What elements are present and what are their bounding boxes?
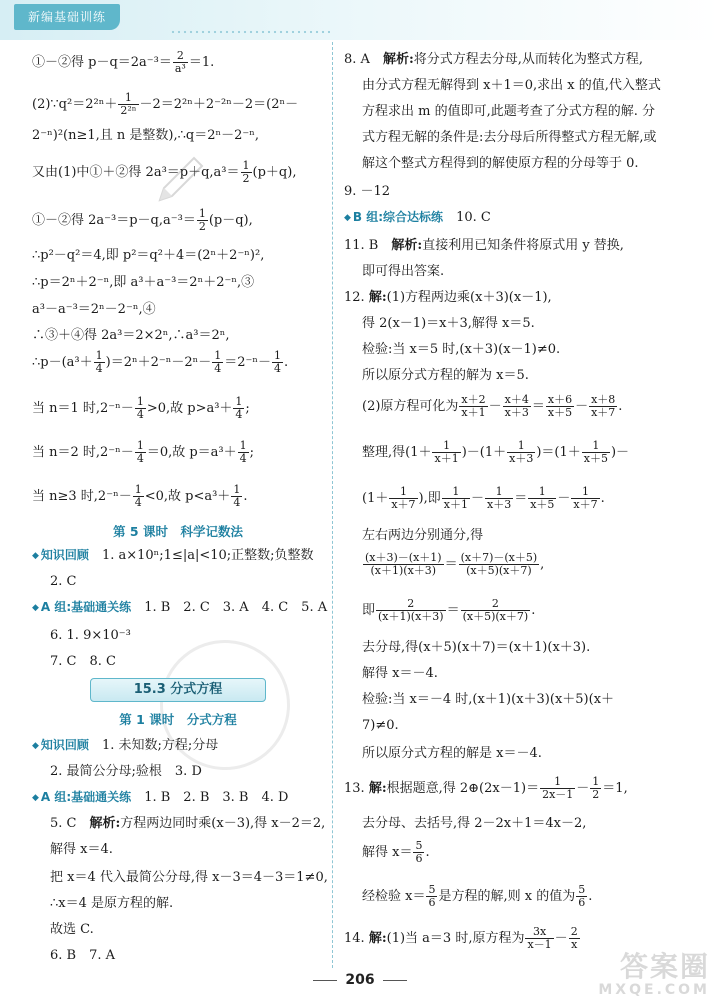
left-line-13: 当 n≥3 时,2⁻ⁿ－ $\frac{1}{4}$ <0,故 p<a³＋ $\frac{1}{4}$ . xyxy=(32,483,248,510)
left-line-9: ∴③＋④得 2a³＝2×2ⁿ,∴a³＝2ⁿ, xyxy=(32,328,230,343)
answer-12-line-12: 解得 x＝－4. xyxy=(362,666,438,681)
lesson-5-title: 第 5 课时 科学记数法 xyxy=(113,524,243,539)
answer-13-line-4: 经检验 x＝ $\frac{5}{6}$ 是方程的解,则 x 的值为 $\frac{5}{6}$ . xyxy=(362,883,593,910)
group-a-2-item-5-line-4: ∴x＝4 是原方程的解. xyxy=(50,896,174,911)
answer-9: 9. －12 xyxy=(344,184,391,199)
answer-14: 14. 解:(1)当 a＝3 时,原方程为 $\frac{3x}{x-1}$ － $\frac{2}{x}$ xyxy=(344,925,578,952)
left-line-8: a³－a⁻³＝2ⁿ－2⁻ⁿ,④ xyxy=(32,302,156,317)
answer-13-line-3: 解得 x＝ $\frac{5}{6}$ . xyxy=(362,839,430,866)
section-tag: ◆ A 组:基础通关练 xyxy=(32,788,131,807)
left-line-10: ∴p－(a³＋ $\frac{1}{4}$ )＝2ⁿ＋2⁻ⁿ－2ⁿ－ $\frac{1}{4}$ ＝2⁻ⁿ－ $\frac{1}{4}$ . xyxy=(32,349,289,376)
answer-13: 13. 解:根据题意,得 2⊕(2x－1)＝ $\frac{1}{2x-1}$ － $\frac{1}{2}$ ＝1, xyxy=(344,775,628,802)
section-tag: ◆ A 组:基础通关练 xyxy=(32,598,131,617)
knowledge-review-1-item-2: 2. C xyxy=(50,574,77,589)
knowledge-review-2-item-2: 2. 最简公分母;验根 3. D xyxy=(50,764,202,779)
answer-12: 12. 解:(1)方程两边乘(x＋3)(x－1), xyxy=(344,290,552,305)
left-line-4: 又由(1)中①＋②得 2a³＝p＋q,a³＝ $\frac{1}{2}$ (p＋q), xyxy=(32,159,297,186)
lesson-1-title: 第 1 课时 分式方程 xyxy=(119,712,237,727)
group-a-2-item-5-line-2: 解得 x＝4. xyxy=(50,842,113,857)
knowledge-review-1: ◆ 知识回顾 1. a×10ⁿ;1≤|a|<10;正整数;负整数 xyxy=(32,546,314,566)
left-line-3: 2⁻ⁿ)²(n≥1,且 n 是整数),∴q＝2ⁿ－2⁻ⁿ, xyxy=(32,128,259,143)
page-number: 206 xyxy=(0,972,720,988)
section-banner: 15.3 分式方程 xyxy=(90,678,266,702)
section-tag: ◆ B 组:综合达标练 xyxy=(344,208,443,227)
left-line-1: ①－②得 p－q＝2a⁻³＝ $\frac{2}{\text{a³}}$ ＝1. xyxy=(32,49,215,76)
left-line-5: ①－②得 2a⁻³＝p－q,a⁻³＝ $\frac{1}{2}$ (p－q), xyxy=(32,207,253,234)
page-header xyxy=(0,0,720,40)
left-line-12: 当 n＝2 时,2⁻ⁿ－ $\frac{1}{4}$ ＝0,故 p＝a³＋ $\frac{1}{4}$ ; xyxy=(32,439,255,466)
left-line-6: ∴p²－q²＝4,即 p²＝q²＋4＝(2ⁿ＋2⁻ⁿ)², xyxy=(32,248,265,263)
answer-11-line-2: 即可得出答案. xyxy=(362,264,445,279)
group-a-2-item-5-line-5: 故选 C. xyxy=(50,922,94,937)
column-divider xyxy=(332,42,333,968)
answer-8-line-4: 式方程无解的条件是:去分母后所得整式方程无解,或 xyxy=(362,130,657,145)
answer-11: 11. B 解析:直接利用已知条件将原式用 y 替换, xyxy=(344,238,624,253)
section-tag: ◆ 知识回顾 xyxy=(32,546,89,565)
answer-12-line-7: (1＋ $\frac{1}{x+7}$ ),即 $\frac{1}{x+1}$ － $\frac{1}{x+3}$ ＝ $\frac{1}{x+5}$ － $\frac{1}{x+7}$ . xyxy=(362,485,605,512)
group-a-2-item-5-line-3: 把 x＝4 代入最简公分母,得 x－3＝4－3＝1≠0, xyxy=(50,870,328,885)
group-a-1-item-7: 7. C 8. C xyxy=(50,654,116,669)
answer-12-line-4: 所以原分式方程的解为 x＝5. xyxy=(362,368,529,383)
answer-12-line-14: 7)≠0. xyxy=(362,718,399,733)
answer-12-line-9: $\frac{(x+3)-(x+1)}{(x+1)(x+3)}$ ＝ $\frac{(x+7)-(x+5)}{(x+5)(x+7)}$ , xyxy=(365,551,545,578)
knowledge-review-2: ◆ 知识回顾 1. 未知数;方程;分母 xyxy=(32,736,218,756)
left-line-11: 当 n＝1 时,2⁻ⁿ－ $\frac{1}{4}$ >0,故 p>a³＋ $\frac{1}{4}$ ; xyxy=(32,395,250,422)
header-dots-decoration xyxy=(170,30,330,34)
site-watermark: 答案圈 MXQE.COM xyxy=(598,950,710,998)
answer-13-line-2: 去分母、去括号,得 2－2x＋1＝4x－2, xyxy=(362,816,587,831)
answer-8-line-3: 方程求出 m 的值即可,此题考查了分式方程的解. 分 xyxy=(362,104,655,119)
answer-12-line-5: (2)原方程可化为 $\frac{x+2}{x+1}$ － $\frac{x+4}{x+3}$ ＝ $\frac{x+6}{x+5}$ － $\frac{x+8}{x+7}$ . xyxy=(362,393,623,420)
answer-12-line-15: 所以原分式方程的解是 x＝－4. xyxy=(362,746,542,761)
answer-12-line-3: 检验:当 x＝5 时,(x＋3)(x－1)≠0. xyxy=(362,342,561,357)
group-a-1-item-6: 6. 1. 9×10⁻³ xyxy=(50,628,131,643)
answer-12-line-8: 左右两边分别通分,得 xyxy=(362,528,484,543)
answer-12-line-11: 去分母,得(x＋5)(x＋7)＝(x＋1)(x＋3). xyxy=(362,640,591,655)
group-b: ◆ B 组:综合达标练 10. C xyxy=(344,208,491,228)
group-a-2-item-6: 6. B 7. A xyxy=(50,948,116,963)
group-a-1: ◆ A 组:基础通关练 1. B 2. C 3. A 4. C 5. A xyxy=(32,598,327,618)
answer-12-line-13: 检验:当 x＝－4 时,(x＋1)(x＋3)(x＋5)(x＋ xyxy=(362,692,615,707)
left-line-7: ∴p＝2ⁿ＋2⁻ⁿ,即 a³＋a⁻³＝2ⁿ＋2⁻ⁿ,③ xyxy=(32,275,255,290)
section-tag: ◆ 知识回顾 xyxy=(32,736,89,755)
answer-8: 8. A 解析:将分式方程去分母,从而转化为整式方程, xyxy=(344,52,644,67)
answer-8-line-5: 解这个整式方程得到的解使原方程的分母等于 0. xyxy=(362,156,639,171)
group-a-2: ◆ A 组:基础通关练 1. B 2. B 3. B 4. D xyxy=(32,788,288,808)
answer-12-line-10: 即 $\frac{2}{(x+1)(x+3)}$ ＝ $\frac{2}{(x+5)(x+7)}$ . xyxy=(362,597,536,624)
answer-8-line-2: 由分式方程无解得到 x＋1＝0,求出 x 的值,代入整式 xyxy=(362,78,661,93)
left-line-2: (2)∵q²＝2²ⁿ＋ $\frac{1}{\text{2²ⁿ}}$ －2＝2²ⁿ＋2⁻²ⁿ－2＝(2ⁿ－ xyxy=(32,91,299,118)
header-tab: 新编基础训练 xyxy=(14,4,120,30)
group-a-2-item-5: 5. C 解析:方程两边同时乘(x－3),得 x－2＝2, xyxy=(50,816,326,831)
answer-12-line-2: 得 2(x－1)＝x＋3,解得 x＝5. xyxy=(362,316,535,331)
answer-12-line-6: 整理,得(1＋ $\frac{1}{x+1}$ )－(1＋ $\frac{1}{x+3}$ )＝(1＋ $\frac{1}{x+5}$ )－ xyxy=(362,439,630,466)
